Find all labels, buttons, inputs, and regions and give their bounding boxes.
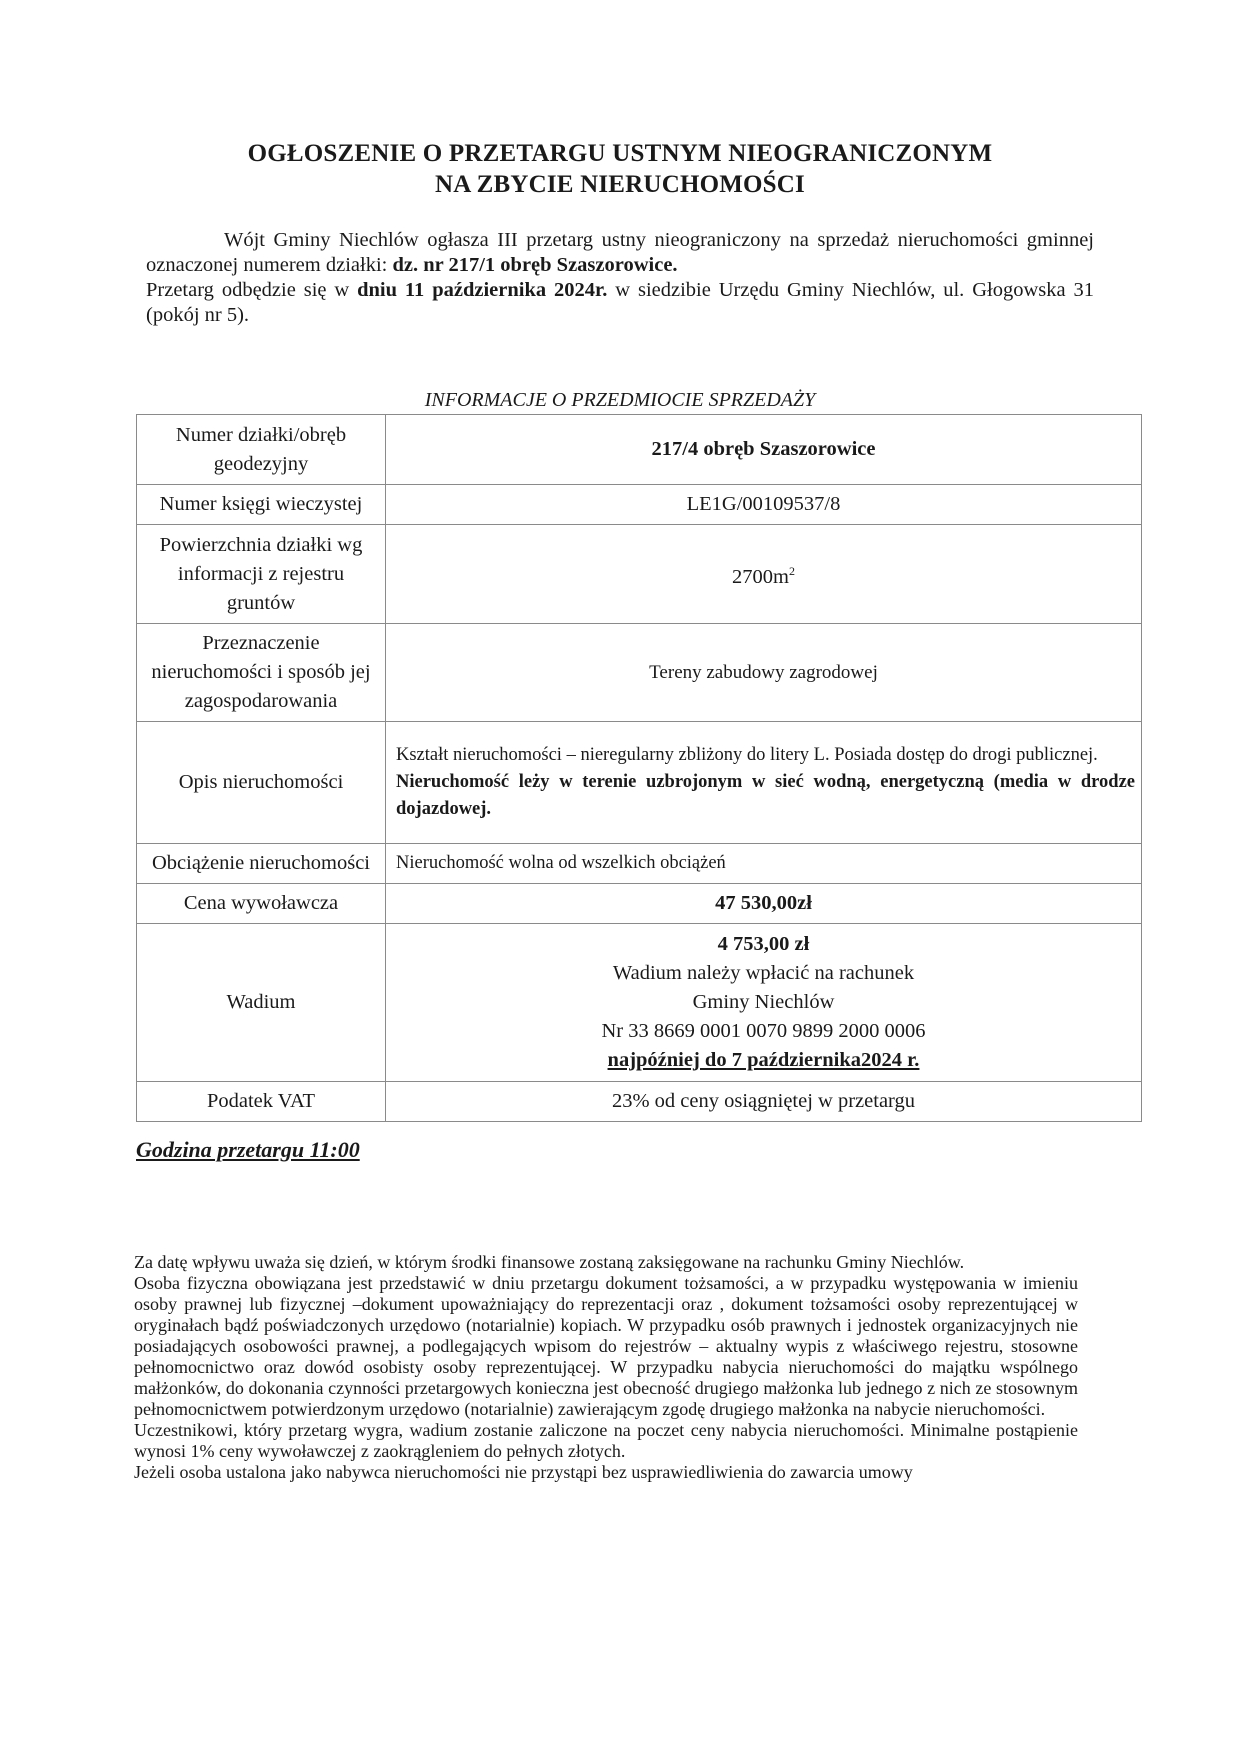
encumbrance-label: Obciążenie nieruchomości (137, 844, 386, 884)
terms-paragraph-1: Za datę wpływu uważa się dzień, w którym środki finansowe zostaną zaksięgowane na rachunku Gminy Niechlów. (134, 1252, 965, 1272)
table-row (137, 415, 1142, 485)
plot-label: Numer działki/obręb geodezyjny (137, 415, 386, 485)
intro-paragraph-1: Wójt Gminy Niechlów ogłasza III przetarg ustny nieograniczony na sprzedaż nieruchomości gminnej oznaczonej numerem działki: dz. nr 217/1 obręb Szaszorowice. (146, 229, 1094, 276)
intro-paragraph-2: Przetarg odbędzie się w dniu 11 października 2024r. w siedzibie Urzędu Gminy Niechlów, ul. Głogowska 31 (pokój nr 5). (146, 279, 1094, 326)
deposit-deadline: najpóźniej do 7 października2024 r. (607, 1049, 920, 1071)
encumbrance-value: Nieruchomość wolna od wszelkich obciążeń (386, 844, 1142, 884)
terms-section (134, 1252, 1078, 1483)
deposit-recipient: Gminy Niechlów (692, 991, 835, 1013)
document-title (0, 138, 1240, 200)
register-label: Numer księgi wieczystej (137, 485, 386, 525)
price-label: Cena wywoławcza (137, 884, 386, 924)
purpose-value: Tereny zabudowy zagrodowej (386, 624, 1142, 722)
table-row (137, 844, 1142, 884)
property-info-table (136, 414, 1142, 1122)
area-value: $2700m^2$ (386, 525, 1142, 624)
vat-label: Podatek VAT (137, 1082, 386, 1122)
table-row (137, 485, 1142, 525)
description-bold: Nieruchomość leży w terenie uzbrojonym w sieć wodną, energetyczną (media w drodze dojazdowej. (396, 772, 1135, 819)
description-value (386, 722, 1142, 844)
price-value: 47 530,00zł (386, 884, 1142, 924)
table-row (137, 722, 1142, 844)
deposit-value (386, 924, 1142, 1082)
table-row (137, 924, 1142, 1082)
description-label: Opis nieruchomości (137, 722, 386, 844)
table-row (137, 1082, 1142, 1122)
table-row (137, 884, 1142, 924)
area-label: Powierzchnia działki wg informacji z rejestru gruntów (137, 525, 386, 624)
vat-value: 23% od ceny osiągniętej w przetargu (386, 1082, 1142, 1122)
table-row (137, 624, 1142, 722)
intro-section (146, 228, 1094, 328)
plot-value: 217/4 obręb Szaszorowice (386, 415, 1142, 485)
deposit-account: Nr 33 8669 0001 0070 9899 2000 0006 (601, 1020, 926, 1042)
deposit-label: Wadium (137, 924, 386, 1082)
description-text: Kształt nieruchomości – nieregularny zbliżony do litery L. Posiada dostęp do drogi publicznej. (396, 745, 1098, 765)
auction-date: dniu 11 października 2024r. (357, 279, 608, 301)
register-value: LE1G/00109537/8 (386, 485, 1142, 525)
title-line-2: NA ZBYCIE NIERUCHOMOŚCI (435, 171, 805, 198)
terms-paragraph-4: Jeżeli osoba ustalona jako nabywca nieruchomości nie przystąpi bez usprawiedliwienia do zawarcia umowy (134, 1462, 913, 1482)
title-line-1: OGŁOSZENIE O PRZETARGU USTNYM NIEOGRANICZONYM (247, 140, 993, 167)
table-row (137, 525, 1142, 624)
terms-paragraph-2: Osoba fizyczna obowiązana jest przedstawić w dniu przetargu dokument tożsamości, a w przypadku występowania w imieniu osoby prawnej lub fizycznej –dokument upoważniający do reprezentacji oraz , dokument tożsamości osoby reprezentującej w oryginałach bądź poświadczonych urzędowo (notarialnie) kopiach. W przypadku osób prawnych i jednostek organizacyjnych nie posiadających osobowości prawnej, a podlegających wpisom do rejestrów – aktualny wypis z właściwego rejestru, stosowne pełnomocnictwo oraz dowód osobisty osoby reprezentującej. W przypadku nabycia nieruchomości do majątku wspólnego małżonków, do dokonania czynności przetargowych konieczna jest obecność drugiego małżonka lub jednego z nich ze stosownym pełnomocnictwem potwierdzonym urzędowo (notarialnie) zawierającym zgodę drugiego małżonka na nabycie nieruchomości. (134, 1273, 1078, 1419)
auction-hour: Godzina przetargu 11:00 (136, 1137, 360, 1162)
deposit-instruction: Wadium należy wpłacić na rachunek (612, 962, 915, 984)
deposit-amount: 4 753,00 zł (717, 933, 810, 955)
purpose-label: Przeznaczenie nieruchomości i sposób jej zagospodarowania (137, 624, 386, 722)
terms-paragraph-3: Uczestnikowi, który przetarg wygra, wadium zostanie zaliczone na poczet ceny nabycia nieruchomości. Minimalne postąpienie wynosi 1% ceny wywoławczej z zaokrągleniem do pełnych złotych. (134, 1420, 1078, 1461)
plot-reference: dz. nr 217/1 obręb Szaszorowice. (392, 254, 678, 276)
table-caption: INFORMACJE O PRZEDMIOCIE SPRZEDAŻY (424, 389, 816, 411)
